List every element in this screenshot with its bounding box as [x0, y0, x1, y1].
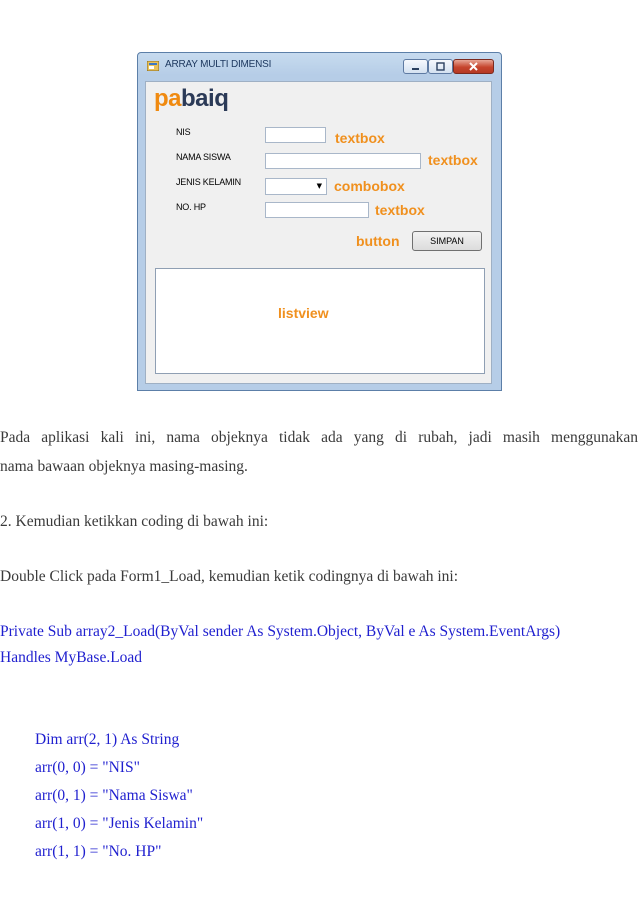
jenis-kelamin-combobox[interactable] [265, 178, 327, 195]
nis-input[interactable] [265, 127, 326, 143]
label-no-hp: NO. HP [176, 202, 206, 212]
code-line-4: arr(0, 0) = "NIS" [35, 759, 140, 776]
logo-part-2: baiq [181, 85, 229, 112]
window-title: ARRAY MULTI DIMENSI [165, 59, 272, 70]
no-hp-annotation: textbox [375, 202, 425, 218]
paragraph-line-2: nama bawaan objeknya masing-masing. [0, 458, 248, 475]
form-window-screenshot [137, 52, 502, 391]
code-line-3: Dim arr(2, 1) As String [35, 731, 180, 748]
nama-siswa-annotation: textbox [428, 152, 478, 168]
maximize-button[interactable] [428, 59, 453, 74]
logo-part-1: pa [154, 85, 182, 112]
no-hp-input[interactable] [265, 202, 369, 218]
logo [154, 85, 228, 113]
minimize-icon [404, 60, 427, 73]
minimize-button[interactable] [403, 59, 428, 74]
instruction-text: Double Click pada Form1_Load, kemudian ketik codingnya di bawah ini: [0, 568, 459, 585]
code-line-2: Handles MyBase.Load [0, 649, 143, 666]
label-jenis-kelamin: JENIS KELAMIN [176, 177, 241, 187]
code-line-7: arr(1, 1) = "No. HP" [35, 843, 162, 860]
label-nis: NIS [176, 127, 191, 137]
nama-siswa-input[interactable] [265, 153, 421, 169]
code-line-5: arr(0, 1) = "Nama Siswa" [35, 787, 193, 804]
listview-annotation: listview [278, 305, 329, 321]
button-annotation: button [356, 233, 400, 249]
nis-annotation: textbox [335, 130, 385, 146]
chevron-down-icon[interactable]: ▼ [316, 182, 322, 190]
code-line-6: arr(1, 0) = "Jenis Kelamin" [35, 815, 204, 832]
close-icon [454, 60, 493, 73]
step-2-text: 2. Kemudian ketikkan coding di bawah ini: [0, 513, 269, 530]
jenis-kelamin-annotation: combobox [334, 178, 405, 194]
paragraph-line-1: Pada aplikasi kali ini, nama objeknya tidak ada yang di rubah, jadi masih menggunakan [0, 429, 638, 446]
listview[interactable] [155, 268, 485, 374]
title-bar [138, 53, 501, 77]
app-icon [147, 61, 159, 71]
code-line-1: Private Sub array2_Load(ByVal sender As System.Object, ByVal e As System.EventArgs) [0, 623, 561, 640]
label-nama-siswa: NAMA SISWA [176, 152, 231, 162]
form-client-area [145, 81, 492, 384]
close-button[interactable] [453, 59, 494, 74]
simpan-button[interactable]: SIMPAN [412, 231, 482, 251]
maximize-icon [429, 60, 452, 73]
